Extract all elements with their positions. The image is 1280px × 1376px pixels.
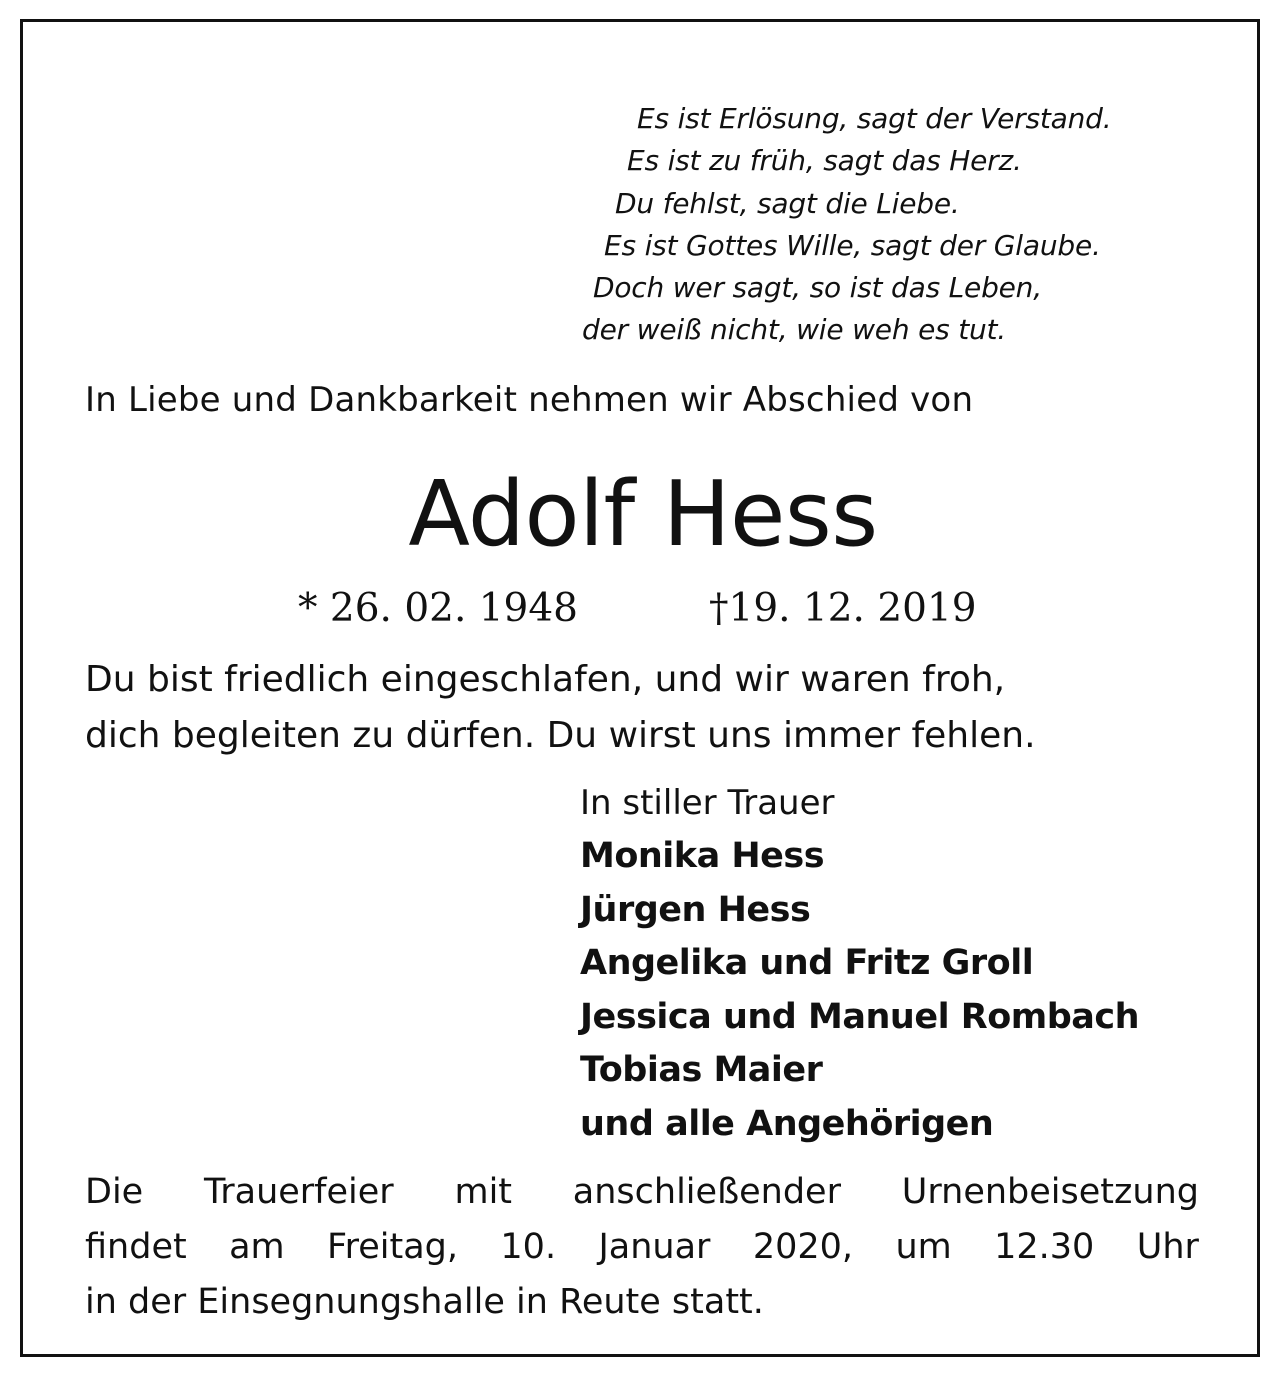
ceremony-word: 2020, — [752, 1227, 854, 1267]
poem-line: Es ist Gottes Wille, sagt der Glaube. — [604, 229, 1101, 262]
farewell-message — [85, 652, 1201, 764]
ceremony-word: Trauerfeier — [204, 1172, 394, 1212]
ceremony-line — [85, 1165, 1199, 1220]
mourner-name: Jürgen Hess — [580, 889, 811, 930]
mourner-name: Tobias Maier — [580, 1050, 823, 1090]
mourner-name: Jessica und Manuel Rombach — [580, 996, 1140, 1037]
ceremony-word: Freitag, — [327, 1227, 459, 1267]
ceremony-word: Uhr — [1136, 1227, 1199, 1267]
death-date: †19. 12. 2019 — [709, 586, 977, 631]
poem-line: Es ist Erlösung, sagt der Verstand. — [637, 102, 1112, 135]
ceremony-line — [85, 1220, 1199, 1275]
mourner-name: und alle Angehörigen — [580, 1103, 994, 1144]
poem-line: Es ist zu früh, sagt das Herz. — [627, 144, 1022, 177]
mourner-name: Monika Hess — [580, 836, 825, 876]
deceased-name: Adolf Hess — [408, 462, 878, 567]
mourners-block — [580, 776, 1240, 1151]
ceremony-word: mit — [454, 1172, 513, 1212]
ceremony-word: 12.30 — [994, 1227, 1095, 1267]
ceremony-line: in der Einsegnungshalle in Reute statt. — [85, 1282, 764, 1322]
ceremony-word: um — [895, 1227, 952, 1267]
poem-line: Doch wer sagt, so ist das Leben, — [593, 271, 1042, 304]
poem — [23, 102, 1263, 352]
mourner-name: Angelika und Fritz Groll — [580, 943, 1034, 983]
poem-line: der weiß nicht, wie weh es tut. — [582, 313, 1006, 346]
obituary-frame — [20, 19, 1260, 1357]
ceremony-word: 10. — [500, 1227, 557, 1267]
ceremony-word: Januar — [598, 1227, 711, 1267]
ceremony-word: Urnenbeisetzung — [901, 1172, 1199, 1212]
farewell-intro: In Liebe und Dankbarkeit nehmen wir Abschied von — [85, 380, 974, 420]
ceremony-word: findet — [85, 1227, 187, 1267]
ceremony-word: Die — [85, 1172, 144, 1212]
message-line: dich begleiten zu dürfen. Du wirst uns immer fehlen. — [85, 715, 1036, 756]
ceremony-word: am — [229, 1227, 285, 1267]
message-line: Du bist friedlich eingeschlafen, und wir waren froh, — [85, 659, 1006, 700]
birth-date: * 26. 02. 1948 — [298, 586, 578, 631]
ceremony-word: anschließender — [572, 1172, 841, 1212]
poem-line: Du fehlst, sagt die Liebe. — [615, 187, 960, 220]
mourners-intro: In stiller Trauer — [580, 783, 835, 823]
ceremony-notice — [85, 1165, 1201, 1330]
